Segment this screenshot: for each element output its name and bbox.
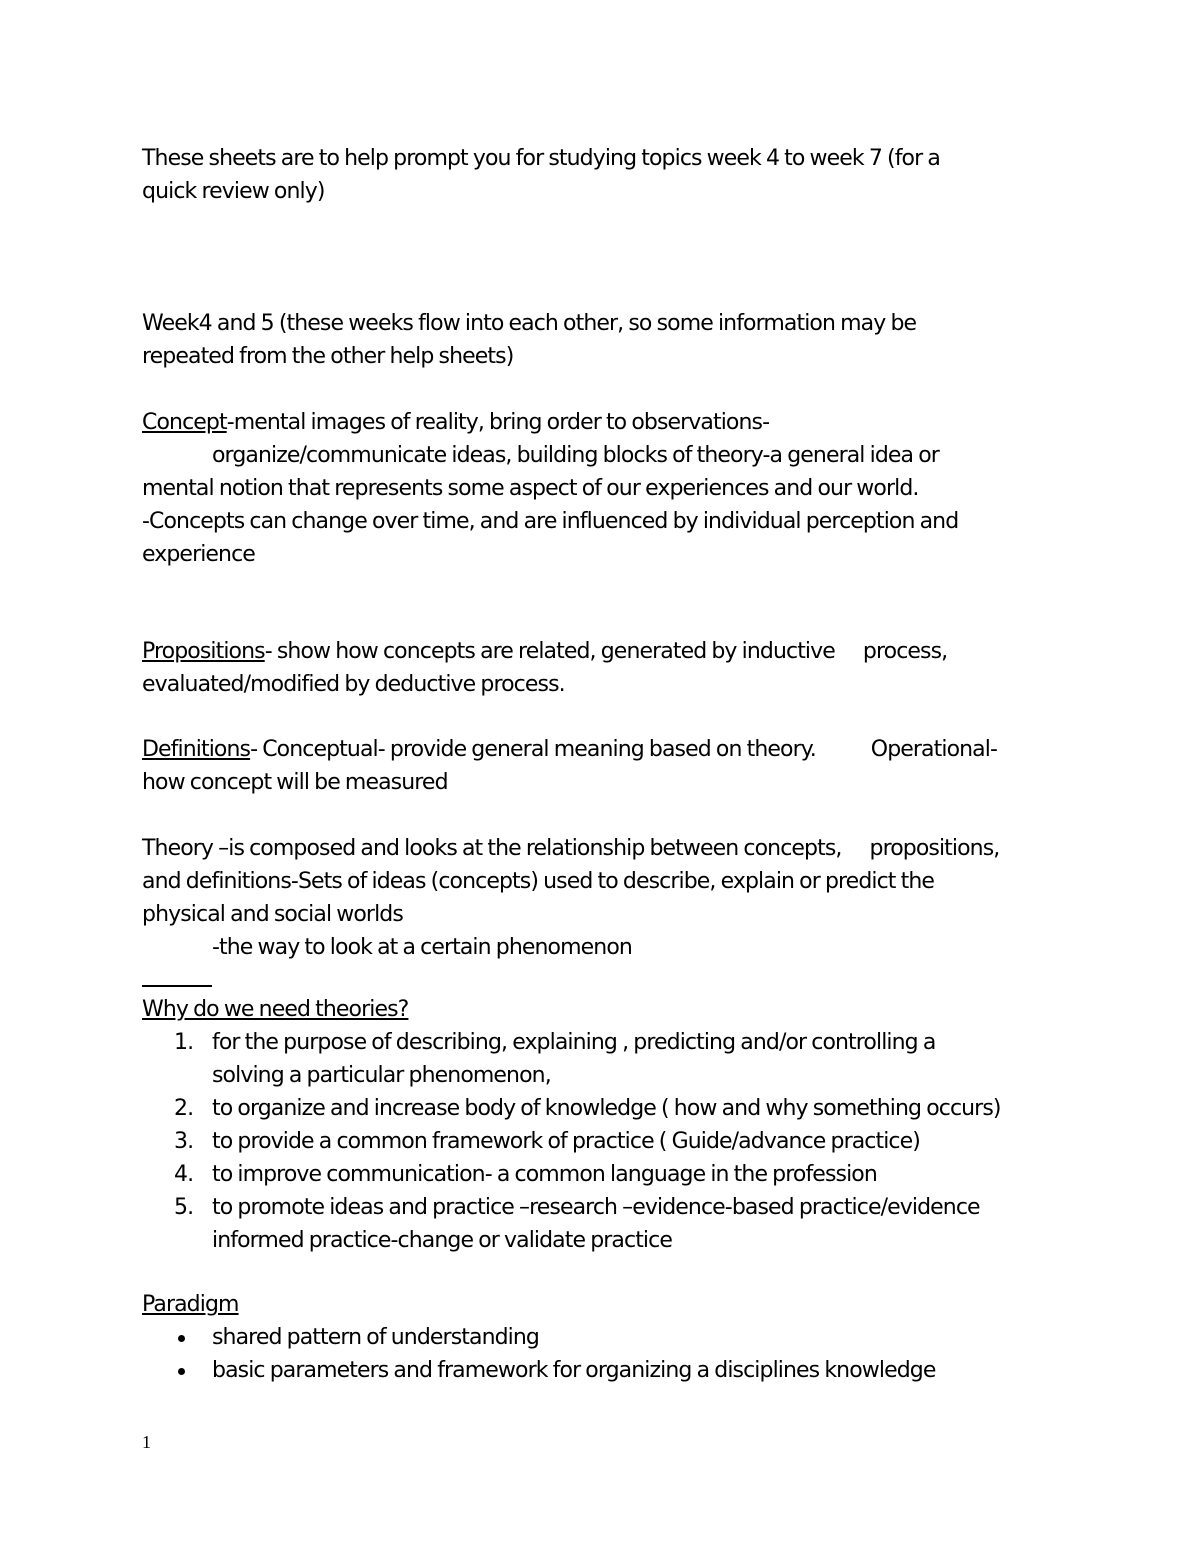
definitions-line: how concept will be measured — [142, 770, 448, 795]
concept-text: -mental images of reality, bring order to observations- — [226, 410, 770, 435]
concept-section — [142, 406, 1067, 571]
page-number: 1 — [142, 1432, 151, 1452]
concept-line: experience — [142, 542, 255, 567]
week-heading-line: Week4 and 5 (these weeks flow into each other, so some information may be — [142, 311, 917, 336]
list-item-text: to promote ideas and practice –research –evidence-based practice/evidence — [212, 1195, 980, 1220]
bullet-icon — [178, 1335, 185, 1342]
theory-line — [142, 832, 1067, 865]
paradigm-heading — [142, 1288, 1067, 1321]
list-item-text: shared pattern of understanding — [212, 1325, 539, 1350]
list-number: 1. — [174, 1030, 194, 1055]
list-number: 5. — [174, 1195, 194, 1220]
definitions-term: Definitions — [142, 737, 251, 762]
concept-term: Concept — [142, 410, 227, 435]
list-item-text: solving a particular phenomenon, — [212, 1063, 551, 1088]
horizontal-rule — [142, 985, 212, 987]
list-item-text: to organize and increase body of knowledge ( how and why something occurs) — [212, 1096, 1001, 1121]
list-number: 3. — [174, 1129, 194, 1154]
propositions-section — [142, 635, 1067, 701]
intro-line: quick review only) — [142, 179, 325, 204]
concept-line: organize/communicate ideas, building blocks of theory-a general idea or — [212, 443, 939, 468]
list-item-text: to provide a common framework of practice ( Guide/advance practice) — [212, 1129, 920, 1154]
theory-line: physical and social worlds — [142, 902, 403, 927]
list-item-text: informed practice-change or validate practice — [212, 1228, 672, 1253]
intro-line: These sheets are to help prompt you for studying topics week 4 to week 7 (for a — [142, 146, 940, 171]
propositions-text: - show how concepts are related, generated by inductive — [264, 639, 835, 664]
concept-line: mental notion that represents some aspect of our experiences and our world. — [142, 476, 919, 501]
theory-line: and definitions-Sets of ideas (concepts) used to describe, explain or predict the — [142, 869, 935, 894]
list-item — [142, 1158, 1082, 1191]
list-item — [142, 1092, 1082, 1125]
list-item — [142, 1321, 1082, 1354]
propositions-term: Propositions — [142, 639, 265, 664]
week-heading-line: repeated from the other help sheets) — [142, 344, 514, 369]
why-theories-heading — [142, 993, 1067, 1026]
why-theories-title: Why do we need theories? — [142, 997, 409, 1022]
theory-text: Theory –is composed and looks at the relationship between concepts, — [142, 836, 842, 861]
definitions-line — [142, 733, 1067, 766]
list-item-text: for the purpose of describing, explaining , predicting and/or controlling a — [212, 1030, 936, 1055]
list-item-text: basic parameters and framework for organizing a disciplines knowledge — [212, 1358, 936, 1383]
theory-tail: propositions, — [869, 836, 1000, 861]
definitions-section — [142, 733, 1067, 799]
list-item — [142, 1026, 1082, 1092]
list-item-text: to improve communication- a common language in the profession — [212, 1162, 877, 1187]
list-number: 4. — [174, 1162, 194, 1187]
propositions-line: evaluated/modified by deductive process. — [142, 672, 565, 697]
propositions-tail: process, — [862, 639, 948, 664]
intro-paragraph — [142, 142, 1067, 208]
paradigm-list — [142, 1321, 1082, 1387]
list-item — [142, 1354, 1082, 1387]
list-item — [142, 1191, 1082, 1257]
definitions-text: - Conceptual- provide general meaning based on theory. — [250, 737, 816, 762]
concept-line: -Concepts can change over time, and are influenced by individual perception and — [142, 509, 959, 534]
list-number: 2. — [174, 1096, 194, 1121]
list-item — [142, 1125, 1082, 1158]
concept-line — [142, 406, 1067, 439]
theory-section — [142, 832, 1067, 964]
week-heading — [142, 307, 1067, 373]
theory-line: -the way to look at a certain phenomenon — [212, 935, 632, 960]
why-theories-list — [142, 1026, 1082, 1257]
propositions-line — [142, 635, 1067, 668]
bullet-icon — [178, 1368, 185, 1375]
paradigm-title: Paradigm — [142, 1292, 239, 1317]
definitions-tail: Operational- — [870, 737, 998, 762]
